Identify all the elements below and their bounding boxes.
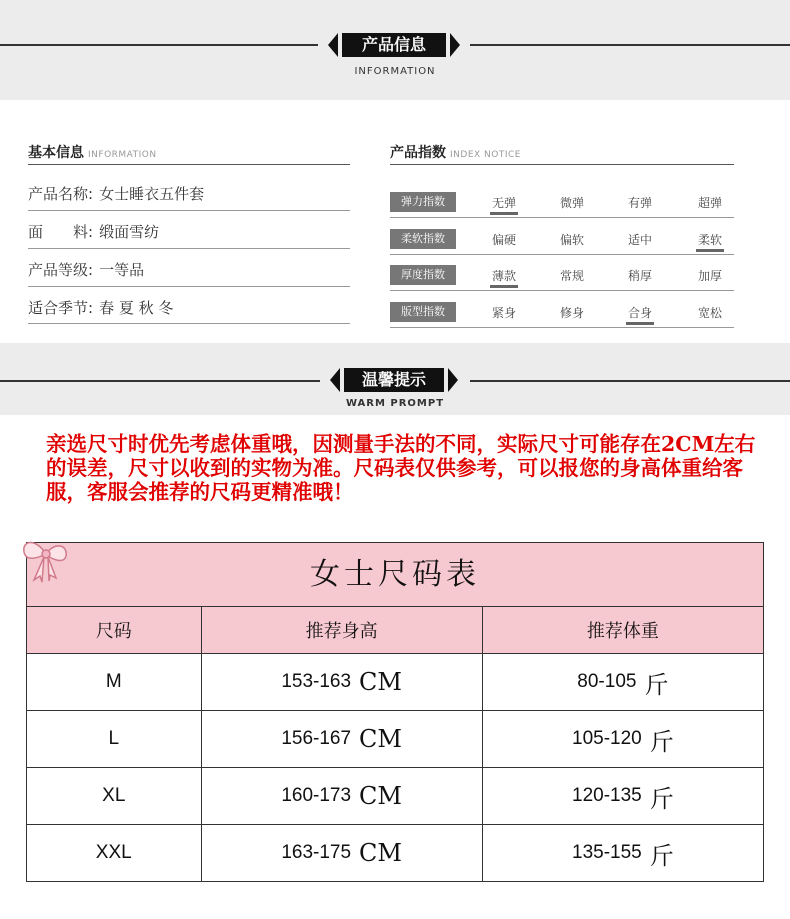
index-option: 稍厚 xyxy=(627,269,652,283)
index-tag: 版型指数 xyxy=(390,302,456,322)
info-row-grade: 产品等级: 一等品 xyxy=(28,261,145,279)
table-row xyxy=(27,825,763,881)
index-tag: 柔软指数 xyxy=(390,229,456,249)
divider-line xyxy=(28,164,350,165)
info-banner-title: 产品信息 xyxy=(342,33,446,57)
divider-line xyxy=(470,380,790,382)
header-weight: 推荐体重 xyxy=(586,621,659,642)
divider-line xyxy=(28,286,350,287)
size-table xyxy=(26,542,764,882)
cell-weight: 120-135 斤 xyxy=(572,784,674,813)
divider-line xyxy=(390,217,734,218)
info-row-name: 产品名称: 女士睡衣五件套 xyxy=(28,185,205,203)
ribbon-bow-icon xyxy=(18,532,74,588)
cell-size: XXL xyxy=(27,825,202,881)
table-row xyxy=(27,768,763,825)
info-row-season: 适合季节: 春 夏 秋 冬 xyxy=(28,299,174,317)
cell-weight: 105-120 斤 xyxy=(572,727,674,756)
cell-height: 163-175 CM xyxy=(202,825,483,881)
index-selected-marker xyxy=(626,322,654,325)
header-height: 推荐身高 xyxy=(202,607,483,653)
basic-info-heading: 基本信息 INFORMATION xyxy=(28,145,157,161)
cell-height: 156-167 CM xyxy=(202,711,483,767)
cell-height: 153-163 CM xyxy=(202,654,483,710)
index-option: 加厚 xyxy=(697,269,722,283)
index-option: 无弹 xyxy=(491,196,516,210)
index-option: 微弹 xyxy=(559,196,584,210)
index-option: 合身 xyxy=(627,306,652,320)
divider-line xyxy=(470,44,790,46)
cell-size: XL xyxy=(27,768,202,824)
index-tag: 厚度指数 xyxy=(390,265,456,285)
info-banner-subtitle: INFORMATION xyxy=(354,66,436,77)
index-option: 适中 xyxy=(627,233,652,247)
divider-line xyxy=(390,327,734,328)
cell-weight: 80-105 斤 xyxy=(577,670,669,699)
index-option: 偏软 xyxy=(559,233,584,247)
divider-line xyxy=(0,44,318,46)
index-option: 紧身 xyxy=(491,306,516,320)
index-option: 有弹 xyxy=(627,196,652,210)
warm-banner-subtitle: WARM PROMPT xyxy=(345,398,445,409)
divider-line xyxy=(28,248,350,249)
index-option: 柔软 xyxy=(697,233,722,247)
index-option: 超弹 xyxy=(697,196,722,210)
table-row xyxy=(27,711,763,768)
index-option: 常规 xyxy=(559,269,584,283)
header-size: 尺码 xyxy=(27,607,202,653)
cell-height: 160-173 CM xyxy=(202,768,483,824)
divider-line xyxy=(390,164,734,165)
info-row-fabric: 面 料: 缎面雪纺 xyxy=(28,223,160,241)
divider-line xyxy=(28,210,350,211)
index-selected-marker xyxy=(490,212,518,215)
table-row xyxy=(27,654,763,711)
index-option: 偏硬 xyxy=(491,233,516,247)
size-table-header-row xyxy=(27,607,763,654)
divider-line xyxy=(390,290,734,291)
index-option: 修身 xyxy=(559,306,584,320)
divider-line xyxy=(390,254,734,255)
cell-weight: 135-155 斤 xyxy=(572,841,674,870)
index-heading: 产品指数 INDEX NOTICE xyxy=(390,145,521,161)
cell-size: M xyxy=(27,654,202,710)
divider-line xyxy=(0,380,320,382)
warm-notice-text: 亲选尺寸时优先考虑体重哦，因测量手法的不同，实际尺寸可能存在2CM左右的误差，尺寸以收到的实物为准。尺码表仅供参考，可以报您的身高体重给客服，客服会推荐的尺码更精准哦！ xyxy=(46,432,756,504)
warm-banner-title: 温馨提示 xyxy=(344,368,444,392)
index-option: 宽松 xyxy=(697,306,722,320)
index-tag: 弹力指数 xyxy=(390,192,456,212)
size-table-title: 女士尺码表 xyxy=(27,543,763,607)
index-selected-marker xyxy=(490,285,518,288)
index-option: 薄款 xyxy=(491,269,516,283)
divider-line xyxy=(28,323,350,324)
index-selected-marker xyxy=(696,249,724,252)
cell-size: L xyxy=(27,711,202,767)
